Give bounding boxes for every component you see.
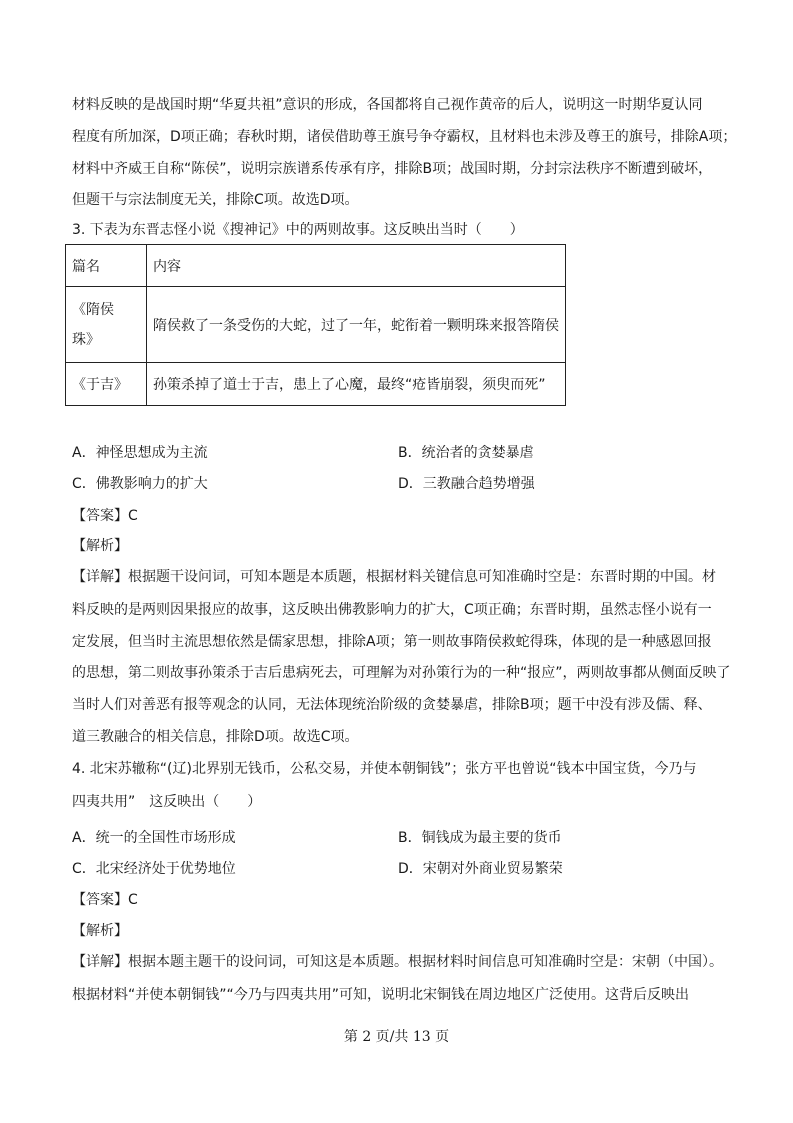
question-3-stem: 3. 下表为东晋志怪小说《搜神记》中的两则故事。这反映出当时（ ） [72, 222, 524, 238]
detail-text-line: 当时人们对善恶有报等观念的认同，无法体现统治阶级的贪婪暴虐，排除B项；题干中没有涉及儒、释、 [72, 697, 712, 713]
analysis-text-line: 材料反映的是战国时期“华夏共祖”意识的形成，各国都将自己视作黄帝的后人，说明这一时期华夏认同 [72, 97, 703, 113]
detail-text-line: 道三教融合的相关信息，排除D项。故选C项。 [72, 729, 359, 745]
detail-text-line: 根据材料“并使本朝铜钱”“今乃与四夷共用”可知，说明北宋铜钱在周边地区广泛使用。这背后反映出 [72, 987, 690, 1003]
option-a: A．统一的全国性市场形成 [72, 830, 236, 846]
analysis-text-line: 但题干与宗法制度无关，排除C项。故选D项。 [72, 192, 359, 208]
table-row [66, 363, 566, 406]
question-4-stem-line: 4. 北宋苏辙称“(辽)北界别无钱币，公私交易，并使本朝铜钱”；张方平也曾说“钱本中国宝货，今乃与 [72, 761, 697, 777]
option-b: B．统治者的贪婪暴虐 [398, 445, 534, 461]
table-header-row [66, 245, 566, 287]
table-header-title: 篇名 [66, 245, 147, 287]
analysis-label: 【解析】 [72, 923, 128, 939]
table-cell-title [66, 287, 147, 363]
title-line: 《隋侯 [72, 301, 114, 318]
question-4-stem-line: 四夷共用” 这反映出（ ） [72, 794, 262, 810]
answer-label: 【答案】C [72, 892, 138, 908]
table-row [66, 287, 566, 363]
detail-text-line: 【详解】根据题干设问词，可知本题是本质题，根据材料关键信息可知准确时空是：东晋时期的中国。材 [72, 569, 716, 585]
table-cell-content: 孙策杀掉了道士于吉，患上了心魔，最终“疮皆崩裂，须臾而死” [147, 363, 566, 406]
detail-text-line: 定发展，但当时主流思想依然是儒家思想，排除A项；第一则故事隋侯救蛇得珠，体现的是一种感恩回报 [72, 634, 712, 650]
analysis-text-line: 程度有所加深，D项正确；春秋时期，诸侯借助尊王旗号争夺霸权，且材料也未涉及尊王的旗号，排除A项； [72, 129, 737, 145]
detail-text-line: 的思想，第二则故事孙策杀于吉后患病死去，可理解为对孙策行为的一种“报应”，两则故事都从侧面反映了 [72, 665, 731, 681]
analysis-label: 【解析】 [72, 538, 128, 554]
option-d: D．三教融合趋势增强 [398, 476, 535, 492]
table-cell-content: 隋侯救了一条受伤的大蛇，过了一年，蛇衔着一颗明珠来报答隋侯 [147, 287, 566, 363]
page-number: 第 2 页/共 13 页 [343, 1029, 450, 1045]
option-c: C．北宋经济处于优势地位 [72, 861, 236, 877]
detail-text-line: 料反映的是两则因果报应的故事，这反映出佛教影响力的扩大，C项正确；东晋时期，虽然志怪小说有一 [72, 602, 712, 618]
analysis-text-line: 材料中齐威王自称“陈侯”，说明宗族谱系传承有序，排除B项；战国时期，分封宗法秩序不断遭到破坏， [72, 161, 713, 177]
table-cell-title: 《于吉》 [66, 363, 147, 406]
option-a: A．神怪思想成为主流 [72, 445, 208, 461]
table-header-content: 内容 [147, 245, 566, 287]
title-line: 珠》 [72, 331, 100, 348]
detail-text-line: 【详解】根据本题主题干的设问词，可知这是本质题。根据材料时间信息可知准确时空是：宋朝（中国）。 [72, 954, 723, 970]
answer-label: 【答案】C [72, 508, 138, 524]
option-c: C．佛教影响力的扩大 [72, 476, 208, 492]
option-d: D．宋朝对外商业贸易繁荣 [398, 861, 563, 877]
option-b: B．铜钱成为最主要的货币 [398, 830, 562, 846]
story-table [65, 244, 566, 406]
